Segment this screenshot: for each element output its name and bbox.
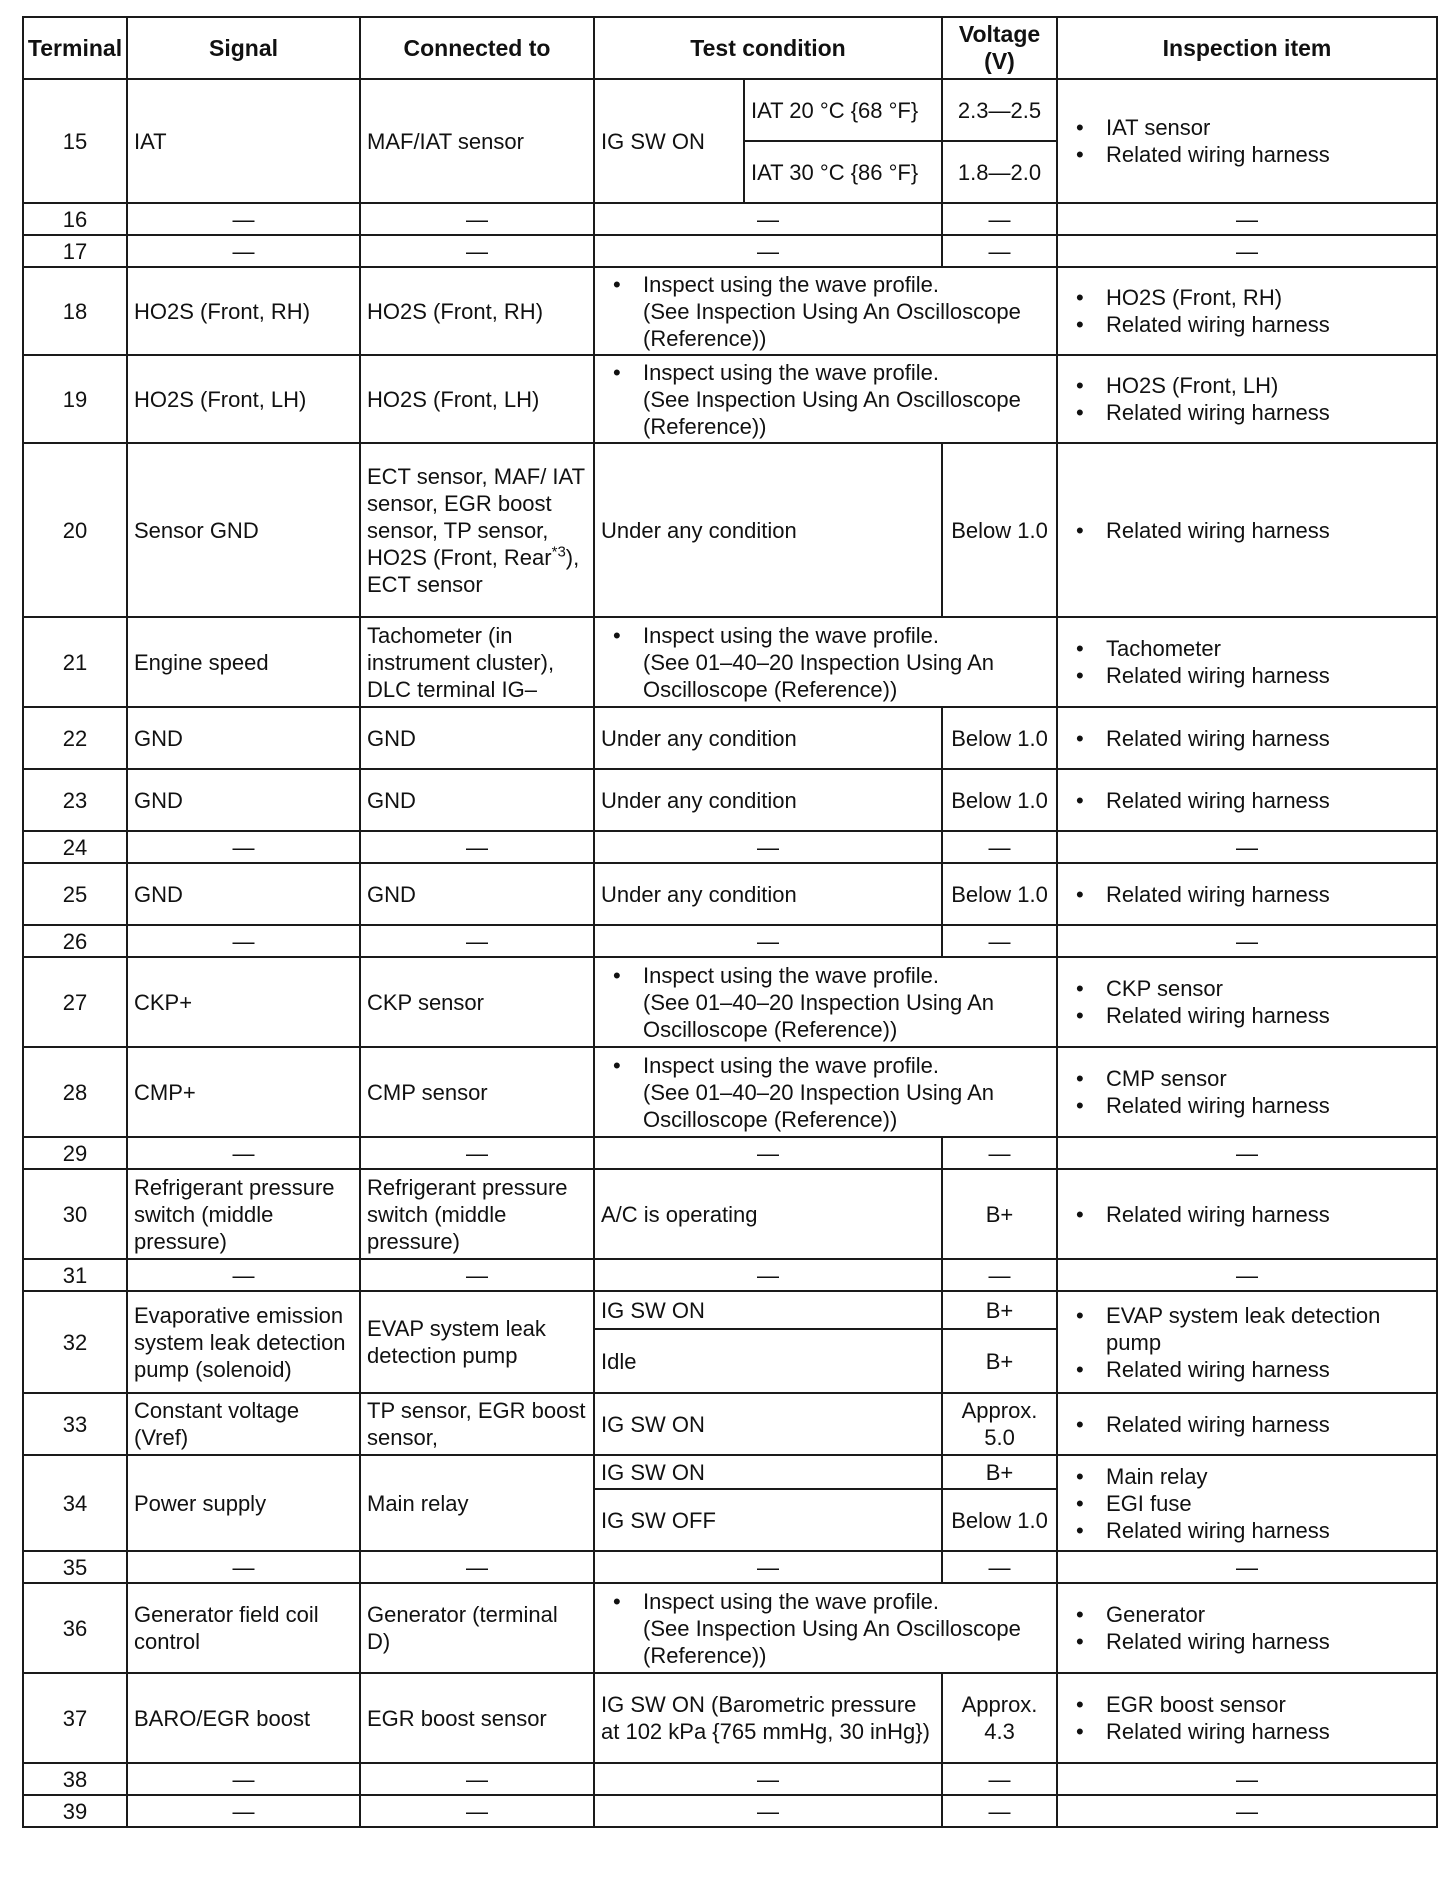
voltage-cell: Below 1.0 xyxy=(942,707,1057,769)
signal-cell: Constant voltage (Vref) xyxy=(127,1393,360,1455)
inspection-item: • Related wiring harness xyxy=(1106,311,1430,338)
terminal-number: 28 xyxy=(23,1047,127,1137)
table-row xyxy=(23,1795,1437,1827)
table-row xyxy=(23,1673,1437,1763)
wave-note: • Inspect using the wave profile. (See 01–40–20 Inspection Using An Oscilloscope (Reference)) xyxy=(643,622,1050,703)
inspection-cell xyxy=(1057,1673,1437,1763)
inspection-cell xyxy=(1057,707,1437,769)
inspection-cell xyxy=(1057,355,1437,443)
inspection-cell xyxy=(1057,267,1437,355)
inspection-cell xyxy=(1057,1455,1437,1551)
empty-cell: — xyxy=(1057,831,1437,863)
empty-cell: — xyxy=(594,1137,942,1169)
empty-cell: — xyxy=(594,925,942,957)
table-row xyxy=(23,203,1437,235)
connected-cell: CKP sensor xyxy=(360,957,594,1047)
empty-cell: — xyxy=(360,203,594,235)
empty-cell: — xyxy=(594,1795,942,1827)
empty-cell: — xyxy=(942,925,1057,957)
table-row xyxy=(23,355,1437,443)
terminal-number: 22 xyxy=(23,707,127,769)
terminal-number: 36 xyxy=(23,1583,127,1673)
signal-cell: Refrigerant pressure switch (middle pressure) xyxy=(127,1169,360,1259)
empty-cell: — xyxy=(1057,1795,1437,1827)
connected-cell: MAF/IAT sensor xyxy=(360,79,594,203)
empty-cell: — xyxy=(127,235,360,267)
terminal-number: 27 xyxy=(23,957,127,1047)
table-row xyxy=(23,769,1437,831)
header-test-condition: Test condition xyxy=(594,17,942,79)
voltage-cell: B+ xyxy=(942,1169,1057,1259)
terminal-number: 30 xyxy=(23,1169,127,1259)
empty-cell: — xyxy=(594,1259,942,1291)
inspection-item: • EVAP system leak detection pump xyxy=(1106,1302,1430,1356)
condition-cell xyxy=(594,957,1057,1047)
empty-cell: — xyxy=(942,203,1057,235)
inspection-item: • Related wiring harness xyxy=(1106,1718,1430,1745)
signal-cell: GND xyxy=(127,707,360,769)
condition-cell xyxy=(594,1583,1057,1673)
empty-cell: — xyxy=(942,1763,1057,1795)
inspection-item: • Related wiring harness xyxy=(1106,1092,1430,1119)
connected-cell: HO2S (Front, LH) xyxy=(360,355,594,443)
condition-cell: Under any condition xyxy=(594,443,942,617)
signal-cell: HO2S (Front, LH) xyxy=(127,355,360,443)
terminal-number: 24 xyxy=(23,831,127,863)
inspection-item: • CMP sensor xyxy=(1106,1065,1430,1092)
table-row xyxy=(23,443,1437,617)
empty-cell: — xyxy=(127,831,360,863)
terminal-number: 23 xyxy=(23,769,127,831)
empty-cell: — xyxy=(360,1795,594,1827)
terminal-number: 34 xyxy=(23,1455,127,1551)
inspection-cell xyxy=(1057,443,1437,617)
condition-cell xyxy=(594,1047,1057,1137)
table-row xyxy=(23,1259,1437,1291)
inspection-cell xyxy=(1057,79,1437,203)
header-signal: Signal xyxy=(127,17,360,79)
condition-cell: A/C is operating xyxy=(594,1169,942,1259)
connected-cell: EGR boost sensor xyxy=(360,1673,594,1763)
voltage-cell: Below 1.0 xyxy=(942,863,1057,925)
inspection-item: • Related wiring harness xyxy=(1106,1002,1430,1029)
voltage-cell: 1.8—2.0 xyxy=(942,141,1057,203)
connected-cell: ECT sensor, MAF/ IAT sensor, EGR boost sensor, TP sensor, HO2S (Front, Rear$^{*3}$), ECT sensor xyxy=(360,443,594,617)
signal-cell: Sensor GND xyxy=(127,443,360,617)
inspection-item: • Related wiring harness xyxy=(1106,881,1430,908)
inspection-item: • Generator xyxy=(1106,1601,1430,1628)
inspection-item: • EGI fuse xyxy=(1106,1490,1430,1517)
condition-cell xyxy=(594,617,1057,707)
condition-cell: Under any condition xyxy=(594,707,942,769)
empty-cell: — xyxy=(127,1795,360,1827)
inspection-item: • Related wiring harness xyxy=(1106,1356,1430,1383)
empty-cell: — xyxy=(127,1551,360,1583)
empty-cell: — xyxy=(127,1763,360,1795)
terminal-number: 17 xyxy=(23,235,127,267)
voltage-cell: B+ xyxy=(942,1455,1057,1489)
terminal-number: 37 xyxy=(23,1673,127,1763)
header-terminal: Terminal xyxy=(23,17,127,79)
inspection-item: • CKP sensor xyxy=(1106,975,1430,1002)
empty-cell: — xyxy=(1057,1551,1437,1583)
table-row xyxy=(23,1137,1437,1169)
empty-cell: — xyxy=(127,203,360,235)
empty-cell: — xyxy=(942,1259,1057,1291)
terminal-number: 26 xyxy=(23,925,127,957)
connected-cell: GND xyxy=(360,863,594,925)
signal-cell: GND xyxy=(127,863,360,925)
signal-cell: Evaporative emission system leak detection pump (solenoid) xyxy=(127,1291,360,1393)
table-row xyxy=(23,1393,1437,1455)
wave-note: • Inspect using the wave profile. (See 01–40–20 Inspection Using An Oscilloscope (Reference)) xyxy=(643,962,1050,1043)
connected-cell: Generator (terminal D) xyxy=(360,1583,594,1673)
condition-cell: IG SW ON xyxy=(594,1455,942,1489)
empty-cell: — xyxy=(360,235,594,267)
inspection-item: • IAT sensor xyxy=(1106,114,1430,141)
signal-cell: HO2S (Front, RH) xyxy=(127,267,360,355)
voltage-cell: Approx. 5.0 xyxy=(942,1393,1057,1455)
terminal-number: 33 xyxy=(23,1393,127,1455)
empty-cell: — xyxy=(360,1763,594,1795)
connected-cell: GND xyxy=(360,769,594,831)
inspection-cell xyxy=(1057,863,1437,925)
terminal-number: 18 xyxy=(23,267,127,355)
voltage-cell: Below 1.0 xyxy=(942,769,1057,831)
terminal-number: 32 xyxy=(23,1291,127,1393)
empty-cell: — xyxy=(360,1551,594,1583)
terminal-number: 39 xyxy=(23,1795,127,1827)
terminal-number: 20 xyxy=(23,443,127,617)
terminal-number: 29 xyxy=(23,1137,127,1169)
table-row xyxy=(23,235,1437,267)
terminal-inspection-table xyxy=(22,16,1438,1828)
voltage-cell: B+ xyxy=(942,1291,1057,1329)
terminal-number: 16 xyxy=(23,203,127,235)
condition-cell: Under any condition xyxy=(594,863,942,925)
inspection-item: • Related wiring harness xyxy=(1106,787,1430,814)
empty-cell: — xyxy=(942,831,1057,863)
empty-cell: — xyxy=(360,1137,594,1169)
terminal-number: 35 xyxy=(23,1551,127,1583)
inspection-item: • Related wiring harness xyxy=(1106,1411,1430,1438)
header-connected-to: Connected to xyxy=(360,17,594,79)
inspection-item: • Related wiring harness xyxy=(1106,1628,1430,1655)
condition-cell: IG SW ON (Barometric pressure at 102 kPa {765 mmHg, 30 inHg}) xyxy=(594,1673,942,1763)
connected-cell: HO2S (Front, RH) xyxy=(360,267,594,355)
terminal-number: 19 xyxy=(23,355,127,443)
empty-cell: — xyxy=(1057,1137,1437,1169)
ecu-terminal-table-page xyxy=(22,16,1436,1828)
voltage-cell: 2.3—2.5 xyxy=(942,79,1057,141)
signal-cell: Engine speed xyxy=(127,617,360,707)
empty-cell: — xyxy=(594,203,942,235)
signal-cell: Generator field coil control xyxy=(127,1583,360,1673)
connected-cell: Main relay xyxy=(360,1455,594,1551)
condition-cell: IG SW OFF xyxy=(594,1489,942,1551)
voltage-cell: Below 1.0 xyxy=(942,443,1057,617)
inspection-item: • Related wiring harness xyxy=(1106,399,1430,426)
wave-note: • Inspect using the wave profile. (See Inspection Using An Oscilloscope (Reference)) xyxy=(643,271,1050,352)
voltage-cell: Approx. 4.3 xyxy=(942,1673,1057,1763)
inspection-item: • Related wiring harness xyxy=(1106,1517,1430,1544)
header-row xyxy=(23,17,1437,79)
connected-cell: EVAP system leak detection pump xyxy=(360,1291,594,1393)
table-row xyxy=(23,1047,1437,1137)
connected-cell: Tachometer (in instrument cluster), DLC terminal IG– xyxy=(360,617,594,707)
condition-cell: Under any condition xyxy=(594,769,942,831)
connected-cell: TP sensor, EGR boost sensor, xyxy=(360,1393,594,1455)
inspection-cell xyxy=(1057,1393,1437,1455)
table-row xyxy=(23,617,1437,707)
inspection-cell xyxy=(1057,957,1437,1047)
inspection-item: • Related wiring harness xyxy=(1106,662,1430,689)
terminal-number: 25 xyxy=(23,863,127,925)
empty-cell: — xyxy=(942,1551,1057,1583)
table-row xyxy=(23,1763,1437,1795)
empty-cell: — xyxy=(127,925,360,957)
table-row xyxy=(23,79,1437,141)
table-row xyxy=(23,957,1437,1047)
empty-cell: — xyxy=(594,831,942,863)
table-row xyxy=(23,1583,1437,1673)
sub-condition-cell: IAT 30 °C {86 °F} xyxy=(744,141,942,203)
wave-note: • Inspect using the wave profile. (See Inspection Using An Oscilloscope (Reference)) xyxy=(643,359,1050,440)
inspection-item: • Main relay xyxy=(1106,1463,1430,1490)
empty-cell: — xyxy=(1057,1763,1437,1795)
wave-note: • Inspect using the wave profile. (See Inspection Using An Oscilloscope (Reference)) xyxy=(643,1588,1050,1669)
inspection-cell xyxy=(1057,1583,1437,1673)
inspection-item: • Related wiring harness xyxy=(1106,1201,1430,1228)
table-row xyxy=(23,1169,1437,1259)
empty-cell: — xyxy=(360,1259,594,1291)
terminal-number: 15 xyxy=(23,79,127,203)
inspection-cell xyxy=(1057,1169,1437,1259)
signal-cell: CMP+ xyxy=(127,1047,360,1137)
terminal-number: 38 xyxy=(23,1763,127,1795)
signal-cell: Power supply xyxy=(127,1455,360,1551)
table-row xyxy=(23,707,1437,769)
connected-cell: Refrigerant pressure switch (middle pressure) xyxy=(360,1169,594,1259)
inspection-cell xyxy=(1057,1047,1437,1137)
empty-cell: — xyxy=(1057,203,1437,235)
inspection-item: • Related wiring harness xyxy=(1106,517,1430,544)
wave-note: • Inspect using the wave profile. (See 01–40–20 Inspection Using An Oscilloscope (Reference)) xyxy=(643,1052,1050,1133)
condition-cell: IG SW ON xyxy=(594,79,744,203)
signal-cell: CKP+ xyxy=(127,957,360,1047)
connected-cell: GND xyxy=(360,707,594,769)
header-inspection-item: Inspection item xyxy=(1057,17,1437,79)
table-row xyxy=(23,1291,1437,1329)
table-row xyxy=(23,267,1437,355)
voltage-cell: Below 1.0 xyxy=(942,1489,1057,1551)
empty-cell: — xyxy=(127,1259,360,1291)
inspection-item: • Related wiring harness xyxy=(1106,725,1430,752)
inspection-cell xyxy=(1057,769,1437,831)
header-voltage: Voltage (V) xyxy=(942,17,1057,79)
condition-cell: IG SW ON xyxy=(594,1291,942,1329)
signal-cell: BARO/EGR boost xyxy=(127,1673,360,1763)
terminal-number: 31 xyxy=(23,1259,127,1291)
signal-cell: IAT xyxy=(127,79,360,203)
table-row xyxy=(23,831,1437,863)
inspection-item: • EGR boost sensor xyxy=(1106,1691,1430,1718)
empty-cell: — xyxy=(942,1795,1057,1827)
terminal-number: 21 xyxy=(23,617,127,707)
empty-cell: — xyxy=(1057,235,1437,267)
empty-cell: — xyxy=(594,1551,942,1583)
table-row xyxy=(23,1455,1437,1489)
empty-cell: — xyxy=(360,925,594,957)
empty-cell: — xyxy=(942,1137,1057,1169)
empty-cell: — xyxy=(942,235,1057,267)
inspection-cell xyxy=(1057,1291,1437,1393)
empty-cell: — xyxy=(594,235,942,267)
condition-cell xyxy=(594,355,1057,443)
condition-cell: Idle xyxy=(594,1329,942,1393)
connected-cell: CMP sensor xyxy=(360,1047,594,1137)
empty-cell: — xyxy=(594,1763,942,1795)
condition-cell: IG SW ON xyxy=(594,1393,942,1455)
table-row xyxy=(23,925,1437,957)
empty-cell: — xyxy=(360,831,594,863)
table-row xyxy=(23,863,1437,925)
voltage-cell: B+ xyxy=(942,1329,1057,1393)
empty-cell: — xyxy=(1057,1259,1437,1291)
condition-cell xyxy=(594,267,1057,355)
inspection-item: • Tachometer xyxy=(1106,635,1430,662)
empty-cell: — xyxy=(127,1137,360,1169)
inspection-item: • HO2S (Front, LH) xyxy=(1106,372,1430,399)
empty-cell: — xyxy=(1057,925,1437,957)
inspection-item: • Related wiring harness xyxy=(1106,141,1430,168)
signal-cell: GND xyxy=(127,769,360,831)
sub-condition-cell: IAT 20 °C {68 °F} xyxy=(744,79,942,141)
inspection-item: • HO2S (Front, RH) xyxy=(1106,284,1430,311)
inspection-cell xyxy=(1057,617,1437,707)
table-row xyxy=(23,1551,1437,1583)
